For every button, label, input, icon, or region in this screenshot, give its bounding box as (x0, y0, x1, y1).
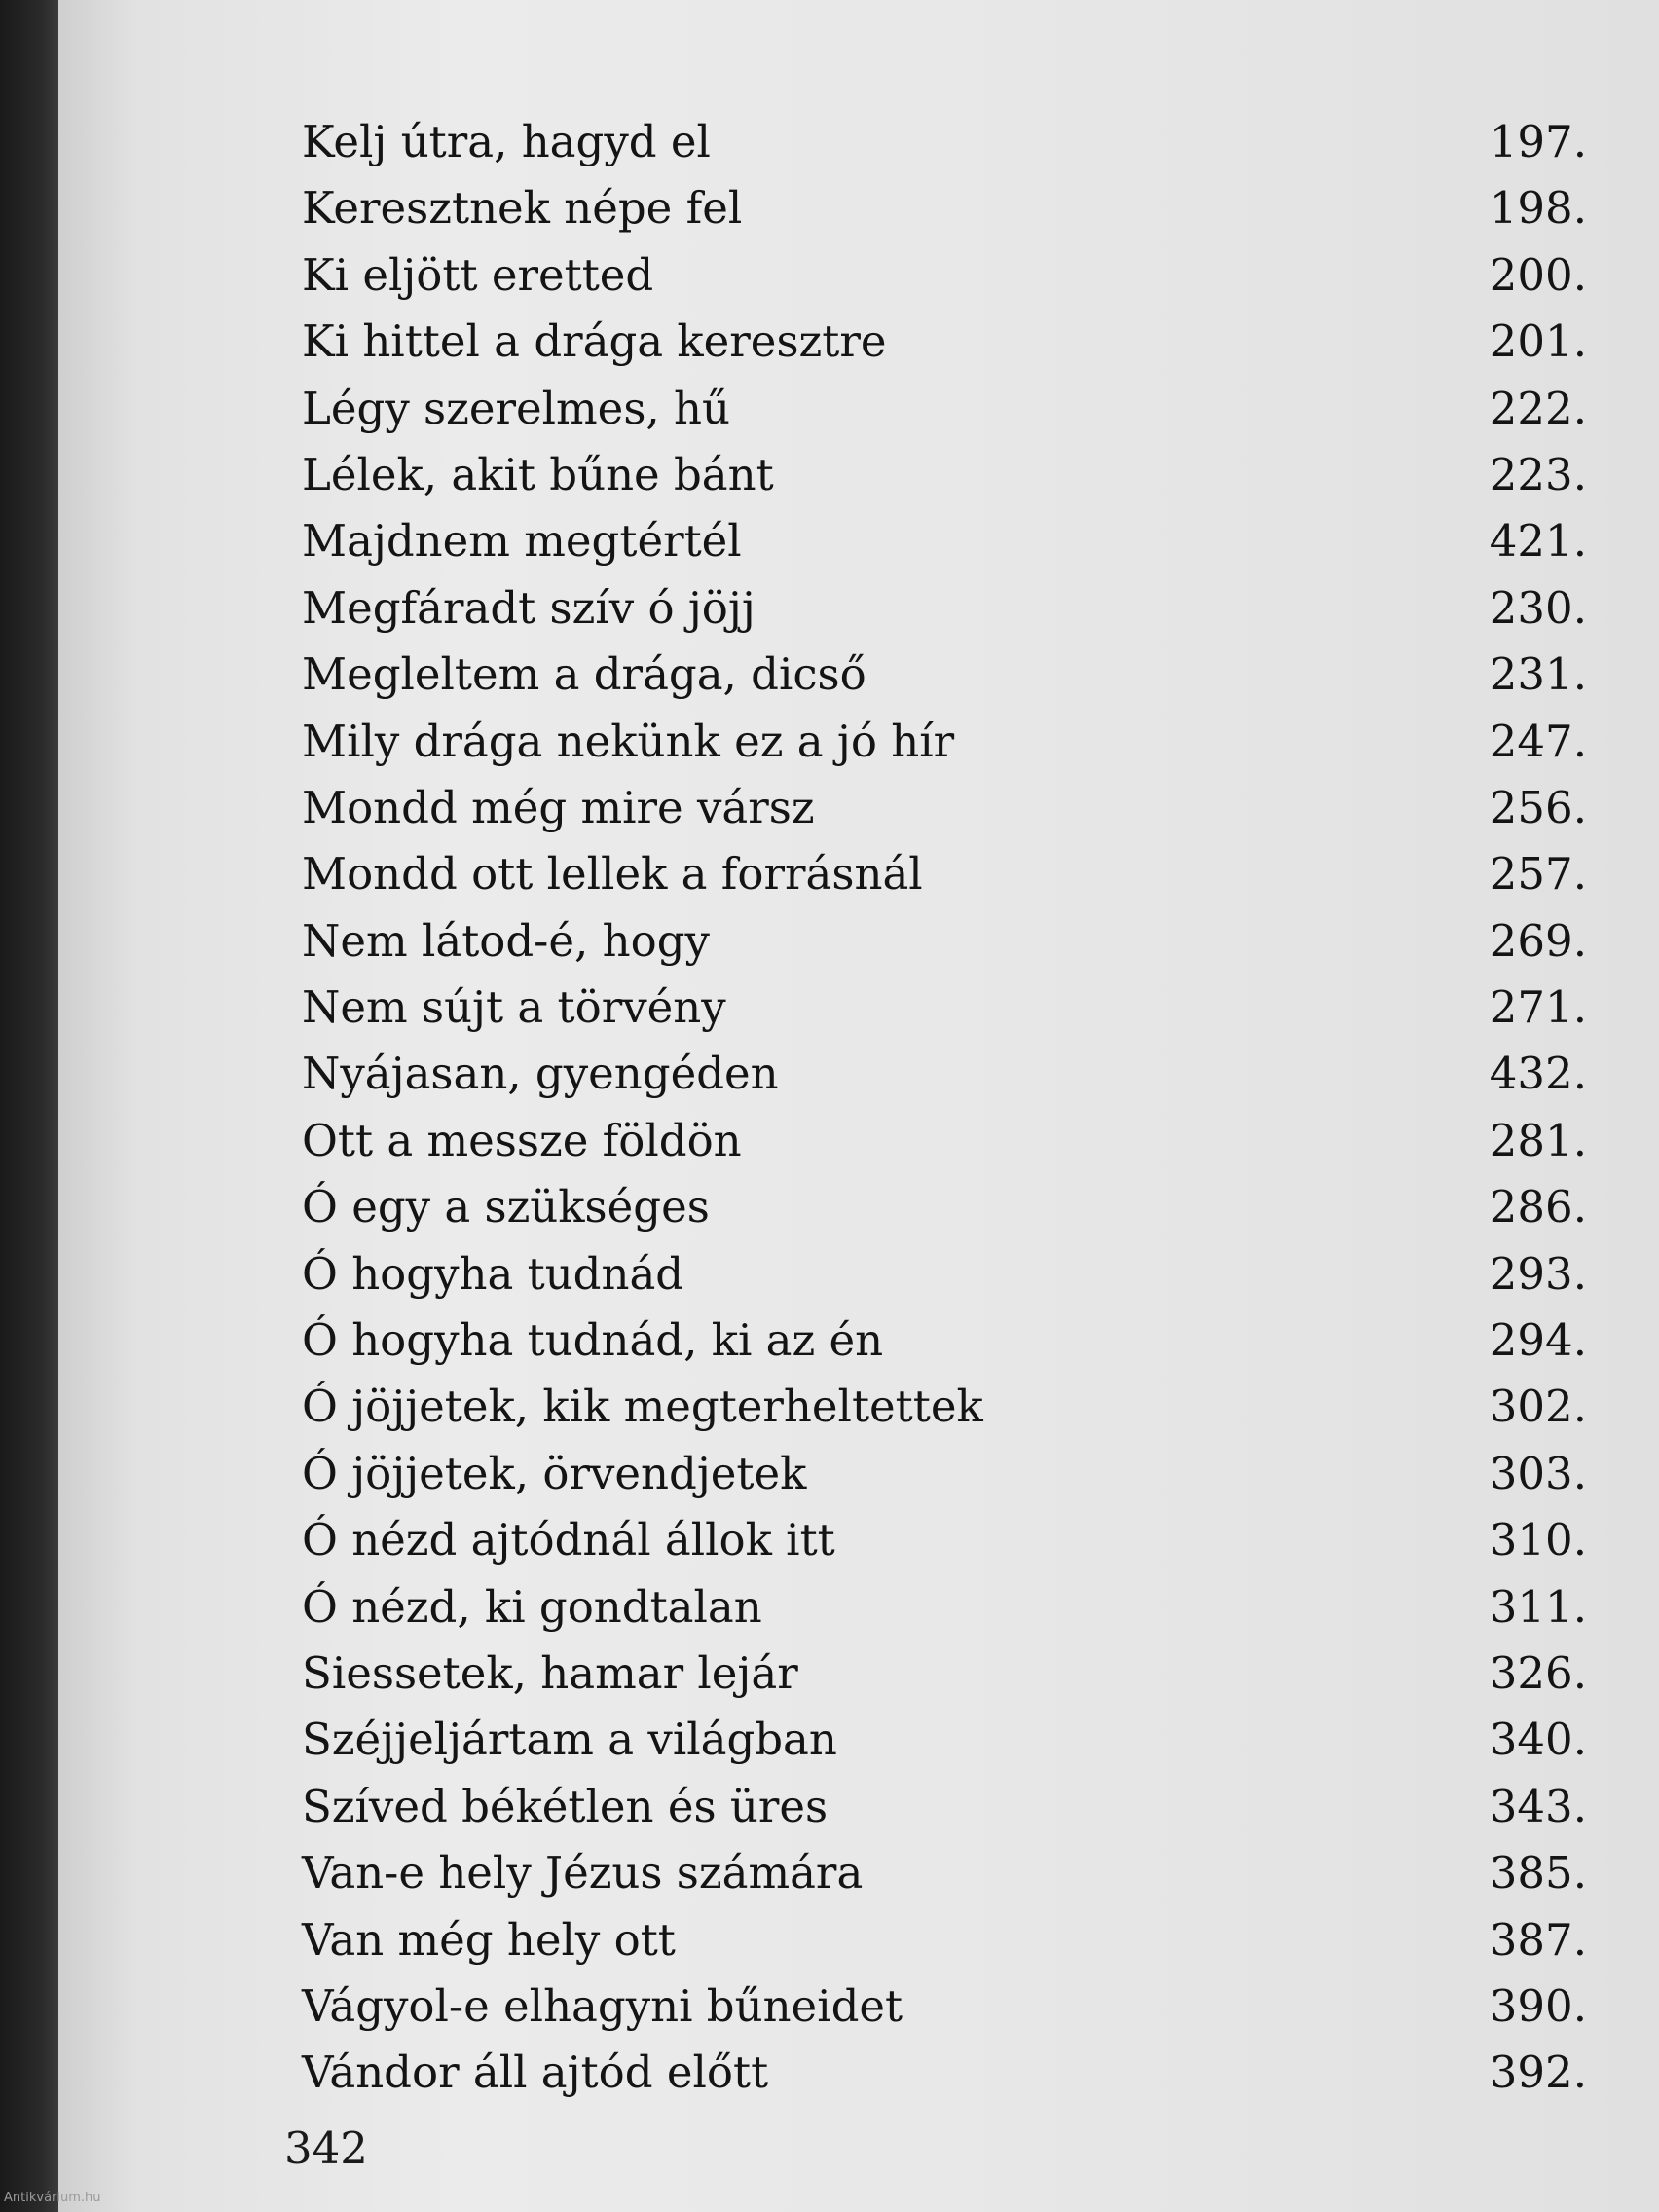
index-entry-title: Kelj útra, hagyd el (302, 116, 711, 167)
index-entry-title: Megleltem a drága, dicső (302, 648, 866, 701)
index-entry-title: Ki eljött eretted (302, 248, 654, 301)
index-entry (302, 1707, 1587, 1773)
index-entry (302, 1441, 1587, 1507)
index-entry (302, 975, 1587, 1041)
index-entry-number: 343. (1489, 1780, 1587, 1832)
index-entry-title: Ó egy a szükséges (302, 1181, 710, 1234)
index-entry-number: 257. (1489, 848, 1587, 901)
index-entry-title: Ó nézd, ki gondtalan (302, 1580, 762, 1633)
index-entry-title: Ó jöjjetek, örvendjetek (302, 1447, 807, 1499)
index-entry-title: Széjjeljártam a világban (302, 1714, 837, 1766)
index-entry-number: 390. (1489, 1979, 1587, 2032)
index-entry-title: Ki hittel a drága keresztre (302, 315, 887, 368)
index-entry-number: 286. (1489, 1181, 1587, 1234)
index-entry (302, 841, 1587, 907)
index-entry-number: 200. (1489, 248, 1587, 301)
index-entry (302, 1973, 1587, 2040)
index-entry-title: Szíved békétlen és üres (302, 1780, 829, 1832)
index-entry-number: 294. (1489, 1314, 1587, 1367)
index-entry (302, 1507, 1587, 1573)
index-entry (302, 709, 1587, 775)
page-number: 342 (284, 2122, 368, 2174)
index-entry (302, 442, 1587, 508)
index-entry-number: 223. (1489, 448, 1587, 500)
index-entry-number: 326. (1489, 1646, 1587, 1699)
index-entry-title: Siessetek, hamar lejár (302, 1646, 798, 1699)
index-entry-title: Mily drága nekünk ez a jó hír (302, 715, 955, 767)
index-entry (302, 1174, 1587, 1240)
index-entry-number: 392. (1489, 2046, 1587, 2099)
index-entry-title: Ó hogyha tudnád, ki az én (302, 1314, 884, 1367)
index-entry (302, 775, 1587, 841)
index-entry-title: Ott a messze földön (302, 1114, 742, 1166)
index-entry (302, 1774, 1587, 1840)
index-entry-title: Vándor áll ajtód előtt (302, 2046, 769, 2099)
index-entry (302, 175, 1587, 241)
index-entry (302, 309, 1587, 375)
index-entry-number: 201. (1489, 315, 1587, 368)
index-entry-title: Van-e hely Jézus számára (302, 1847, 864, 1899)
index-entry-title: Légy szerelmes, hű (302, 382, 730, 434)
index-entry-number: 230. (1489, 581, 1587, 634)
index-entry-number: 303. (1489, 1447, 1587, 1499)
index-entry-title: Nem látod-é, hogy (302, 914, 710, 967)
index-entry-number: 302. (1489, 1381, 1587, 1433)
book-page (58, 0, 1659, 2212)
index-entry-number: 421. (1489, 515, 1587, 568)
index-entry-title: Megfáradt szív ó jöjj (302, 581, 756, 634)
index-entry (302, 376, 1587, 442)
index-entry-title: Ó jöjjetek, kik megterheltettek (302, 1381, 983, 1433)
index-entry (302, 1574, 1587, 1641)
index-entry-number: 231. (1489, 648, 1587, 701)
index-entry (302, 508, 1587, 574)
index-entry-title: Ó hogyha tudnád (302, 1247, 684, 1300)
index-entry (302, 575, 1587, 642)
index-entry-number: 293. (1489, 1247, 1587, 1300)
index-entry (302, 1108, 1587, 1174)
index-entry-number: 269. (1489, 914, 1587, 967)
index-entry-number: 197. (1489, 116, 1587, 167)
index-entry (302, 1907, 1587, 1973)
index-entry-title: Van még hely ott (302, 1913, 676, 1966)
index-entry-number: 387. (1489, 1913, 1587, 1966)
index-entry-title: Keresztnek népe fel (302, 182, 743, 235)
watermark: Antikvárium.hu (4, 2191, 101, 2205)
index-entry-title: Lélek, akit bűne bánt (302, 448, 774, 500)
index-entry (302, 1241, 1587, 1308)
index-entry-number: 310. (1489, 1514, 1587, 1567)
index-entry-number: 271. (1489, 981, 1587, 1034)
index-entry (302, 242, 1587, 309)
index-entry-number: 222. (1489, 382, 1587, 434)
index-entry-number: 311. (1489, 1580, 1587, 1633)
index-entry (302, 908, 1587, 975)
index-entry-number: 256. (1489, 781, 1587, 833)
song-index-list (302, 109, 1587, 2107)
index-entry-number: 198. (1489, 182, 1587, 235)
index-entry-number: 281. (1489, 1114, 1587, 1166)
index-entry-number: 385. (1489, 1847, 1587, 1899)
index-entry (302, 642, 1587, 708)
index-entry-number: 247. (1489, 715, 1587, 767)
index-entry (302, 1041, 1587, 1107)
index-entry-title: Ó nézd ajtódnál állok itt (302, 1514, 835, 1567)
index-entry (302, 1374, 1587, 1440)
index-entry-number: 432. (1489, 1048, 1587, 1100)
index-entry-title: Nem sújt a törvény (302, 981, 726, 1034)
index-entry (302, 1641, 1587, 1707)
index-entry (302, 109, 1587, 175)
index-entry-title: Nyájasan, gyengéden (302, 1048, 779, 1100)
index-entry-title: Mondd még mire vársz (302, 781, 815, 833)
index-entry-title: Mondd ott lellek a forrásnál (302, 848, 923, 901)
index-entry (302, 1840, 1587, 1906)
index-entry (302, 1308, 1587, 1374)
index-entry-title: Majdnem megtértél (302, 515, 742, 568)
index-entry-number: 340. (1489, 1714, 1587, 1766)
book-spine-shadow (0, 0, 58, 2212)
index-entry-title: Vágyol-e elhagyni bűneidet (302, 1979, 903, 2032)
index-entry (302, 2040, 1587, 2106)
